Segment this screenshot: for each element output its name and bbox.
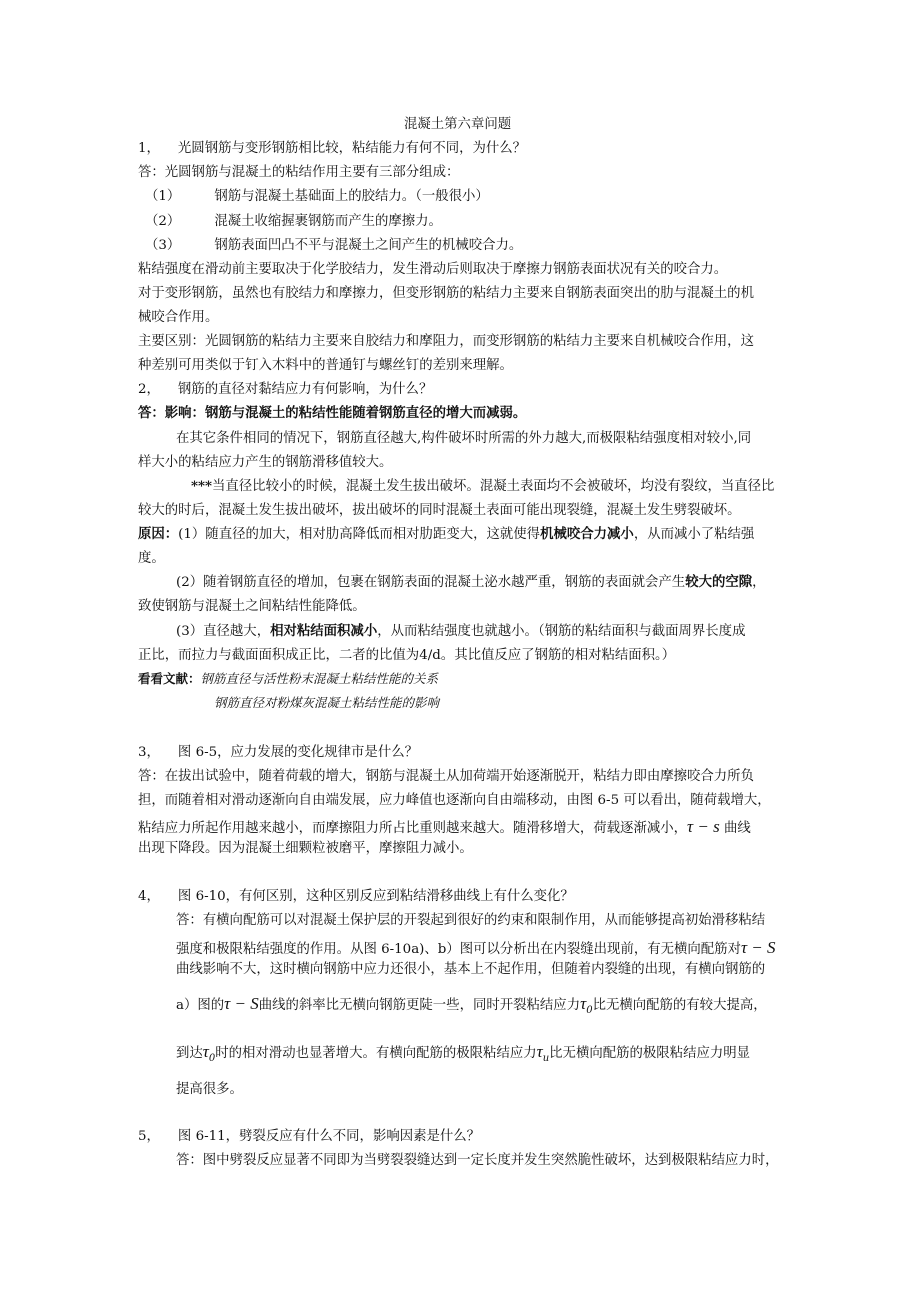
question-3-number: 3， — [138, 745, 160, 760]
paragraph-text: 当直径比较小的时候，混凝土发生拔出破坏。混凝土表面均不会被破坏，均没有裂纹，当直径比 — [212, 479, 775, 494]
answer-2-paragraph-2-line-2: 较大的时后，混凝土发生拔出破坏，拔出破坏的同时混凝土表面可能出现裂缝，混凝土发生劈裂破坏。 — [138, 503, 741, 518]
answer-1-item-2 — [145, 215, 442, 228]
answer-1-paragraph-2-line-2: 械咬合作用。 — [138, 310, 219, 325]
answer-1-item-1 — [145, 190, 489, 203]
reason-emphasis: 较大的空隙 — [685, 574, 753, 590]
literature-line-1 — [138, 673, 438, 686]
answer-text: 到达 — [176, 1046, 203, 1061]
subscript: 0 — [208, 1053, 216, 1064]
tau-s-formula: τ − s — [687, 817, 720, 836]
item-text: 钢筋与混凝土基础面上的胶结力。（一般很小） — [214, 189, 489, 204]
document-title: 混凝土第六章问题 — [404, 117, 512, 132]
subscript: 0 — [586, 1005, 593, 1016]
question-2-text: 钢筋的直径对黏结应力有何影响，为什么？ — [177, 382, 433, 397]
reason-2-line-1 — [176, 576, 766, 589]
answer-2-paragraph-1-line-2: 样大小的粘结应力产生的钢筋滑移值较大。 — [138, 455, 393, 470]
tau-symbol: τ — [580, 994, 587, 1013]
answer-1-paragraph-3-line-2: 种差别可用类似于钉入木料中的普通钉与螺丝钉的差别来理解。 — [138, 358, 513, 373]
answer-4-line-5 — [176, 1043, 750, 1064]
question-2-number: 2， — [138, 382, 160, 397]
reason-3-line-1 — [176, 625, 745, 638]
answer-1-paragraph-2-line-1: 对于变形钢筋，虽然也有胶结力和摩擦力，但变形钢筋的粘结力主要来自钢筋表面突出的肋与混凝土的机 — [138, 286, 754, 301]
reason-text: ，从而粘结强度也就越小。（钢筋的粘结面积与截面周界长度成 — [377, 624, 746, 639]
question-1-text: 光圆钢筋与变形钢筋相比较，粘结能力有何不同，为什么？ — [177, 141, 527, 156]
reason-3-line-2: 正比，而拉力与截面面积成正比，二者的比值为4/d。其比值反应了钢筋的相对粘结面积。） — [138, 648, 676, 663]
reason-number: (2） — [176, 575, 204, 590]
answer-2-paragraph-2-line-1 — [191, 480, 774, 493]
answer-1-paragraph-1: 粘结强度在滑动前主要取决于化学胶结力，发生滑动后则取决于摩擦力钢筋表面状况有关的咬合力。 — [138, 262, 728, 277]
answer-4-line-6: 提高很多。 — [176, 1082, 243, 1097]
answer-text: 强度和极限粘结强度的作用。从图 6-10a)、b）图可以分析出在内裂缝出现前，有无横向配筋对 — [176, 942, 741, 957]
answer-4-line-3: 曲线影响不大，这时横向钢筋中应力还很小，基本上不起作用，但随着内裂缝的出现，有横向钢筋的 — [176, 962, 766, 977]
question-4 — [138, 890, 574, 903]
subscript: u — [542, 1053, 550, 1064]
literature-title-2: 钢筋直径对粉煤灰混凝土粘结性能的影响 — [214, 695, 440, 710]
answer-2-summary: 答：影响：钢筋与混凝土的粘结性能随着钢筋直径的增大而减弱。 — [138, 405, 527, 421]
tau-symbol: τ — [536, 1042, 543, 1061]
answer-4-line-1: 答：有横向配筋可以对混凝土保护层的开裂起到很好的约束和限制作用，从而能够提高初始滑移粘结 — [176, 913, 766, 928]
answer-text: 曲线 — [719, 821, 751, 836]
answer-3-line-2: 担，而随着相对滑动逐渐向自由端发展，应力峰值也逐渐向自由端移动，由图 6-5 可以看出，随荷载增大， — [138, 793, 771, 808]
answer-text: a）图的 — [176, 998, 225, 1013]
reason-number: (3） — [176, 624, 204, 639]
question-4-number: 4， — [138, 889, 160, 904]
question-5 — [138, 1130, 480, 1143]
answer-3-line-4: 出现下降段。因为混凝土细颗粒被磨平，摩擦阻力减小。 — [138, 841, 473, 856]
answer-1-item-3 — [145, 239, 522, 252]
question-3 — [138, 746, 418, 759]
answer-text: 曲线的斜率比无横向钢筋更陡一些，同时开裂粘结应力 — [258, 998, 581, 1013]
answer-3-line-3 — [138, 818, 751, 835]
answer-text: 比无横向配筋的极限粘结应力明显 — [549, 1046, 751, 1061]
answer-2-paragraph-1-line-1: 在其它条件相同的情况下，钢筋直径越大,构件破坏时所需的外力越大,而极限粘结强度相对较小,同 — [176, 431, 752, 446]
answer-text: 比无横向配筋的有较大提高， — [592, 998, 767, 1013]
answer-5-line-1: 答：图中劈裂反应显著不同即为当劈裂裂缝达到一定长度并发生突然脆性破坏，达到极限粘结应力时， — [176, 1153, 779, 1168]
question-5-number: 5， — [138, 1129, 160, 1144]
item-text: 钢筋表面凹凸不平与混凝土之间产生的机械咬合力。 — [214, 238, 523, 253]
item-number: （1） — [145, 189, 181, 204]
question-2 — [138, 383, 432, 396]
reason-2-line-2: 致使钢筋与混凝土之间粘结性能降低。 — [138, 599, 366, 614]
question-4-text: 图 6-10，有何区别，这种区别反应到粘结滑移曲线上有什么变化？ — [177, 889, 574, 904]
item-text: 混凝土收缩握裹钢筋而产生的摩擦力。 — [214, 214, 442, 229]
literature-label: 看看文献： — [138, 671, 201, 686]
question-1-number: 1， — [138, 141, 160, 156]
answer-4-line-2 — [176, 939, 776, 956]
tau-s-formula: τ − S — [224, 994, 259, 1013]
reason-emphasis: 相对粘结面积减小 — [270, 623, 378, 639]
answer-3-line-1: 答：在拔出试验中，随着荷载的增大，钢筋与混凝土从加荷端开始逐渐脱开，粘结力即由摩擦咬合力所负 — [138, 769, 754, 784]
reason-1-line-2: 度。 — [138, 551, 165, 566]
reason-text: ， — [752, 575, 766, 590]
literature-line-2 — [214, 697, 439, 710]
reason-label: 原因： — [138, 526, 179, 542]
answer-text: 时的相对滑动也显著增大。有横向配筋的极限粘结应力 — [215, 1046, 537, 1061]
tau-symbol: τ — [202, 1042, 209, 1061]
reason-text: 随着钢筋直径的增加，包裹在钢筋表面的混凝土泌水越严重，钢筋的表面就会产生 — [203, 575, 686, 590]
stars-marker: *** — [191, 478, 213, 494]
reason-text: ，从而减小了粘结强 — [633, 527, 755, 542]
question-1 — [138, 142, 526, 155]
question-3-text: 图 6-5，应力发展的变化规律市是什么？ — [177, 745, 418, 760]
answer-1-paragraph-3-line-1: 主要区别：光圆钢筋的粘结力主要来自胶结力和摩阻力，而变形钢筋的粘结力主要来自机械咬合作用，这 — [138, 334, 754, 349]
answer-1-intro: 答：光圆钢筋与混凝土的粘结作用主要有三部分组成： — [138, 165, 460, 180]
question-5-text: 图 6-11，劈裂反应有什么不同，影响因素是什么？ — [177, 1129, 481, 1144]
answer-4-line-4 — [176, 995, 767, 1016]
literature-title-1: 钢筋直径与活性粉末混凝土粘结性能的关系 — [200, 671, 439, 686]
reason-text: (1）随直径的加大，相对肋高降低而相对肋距变大，这就使得 — [178, 527, 541, 542]
tau-s-formula: τ − S — [740, 938, 776, 957]
reason-1-line-1 — [138, 528, 754, 541]
reason-emphasis: 机械咬合力减小 — [540, 526, 634, 542]
item-number: （3） — [145, 238, 181, 253]
answer-text: 粘结应力所起作用越来越小，而摩擦阻力所占比重则越来越大。随滑移增大，荷载逐渐减小， — [138, 821, 688, 836]
reason-text: 直径越大， — [203, 624, 271, 639]
item-number: （2） — [145, 214, 181, 229]
